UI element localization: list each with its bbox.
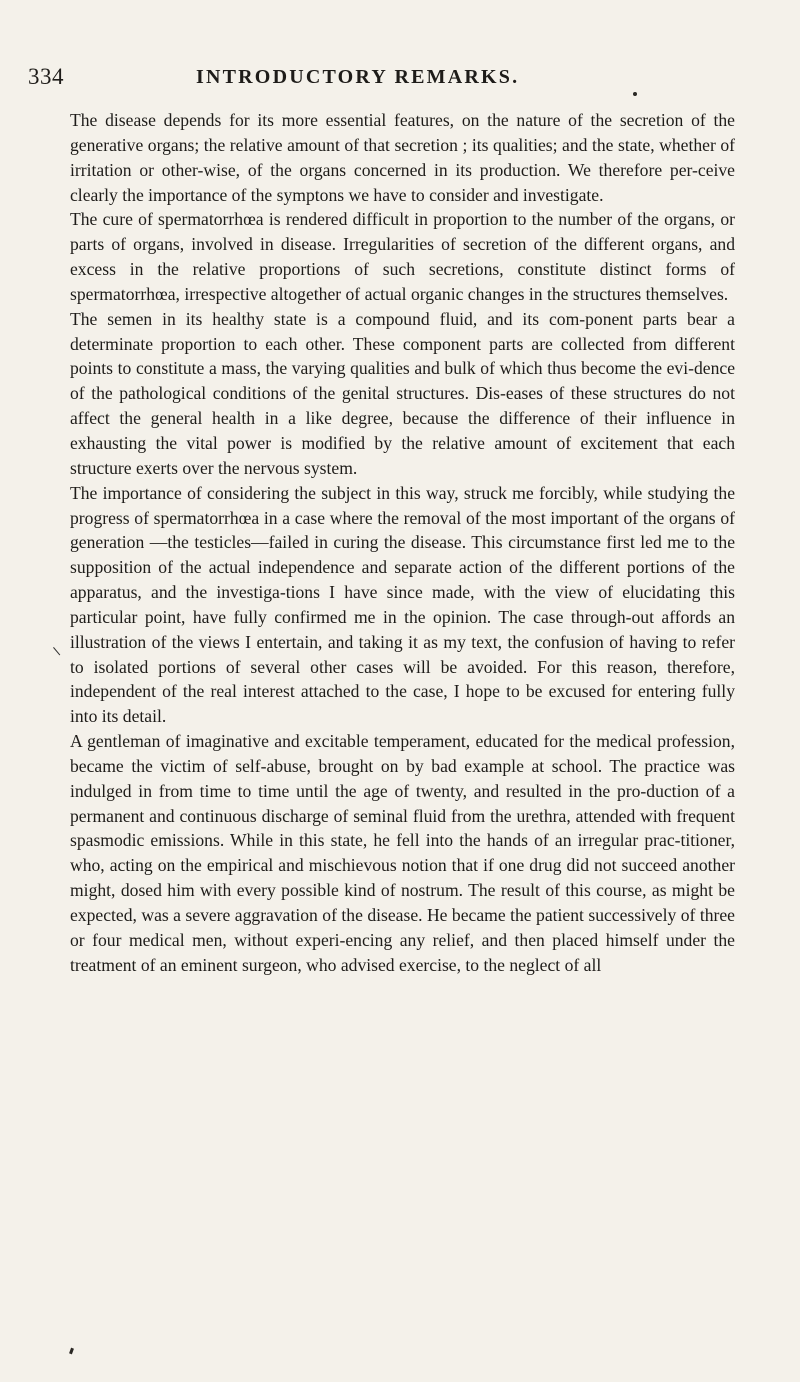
- paragraph-2: The cure of spermatorrhœa is rendered difficult in proportion to the number of the organs, or parts of organs, involved in disease. Irregularities of secretion of the different organs, and excess in the relative proportions of such secretions, constitute distinct forms of spermatorrhœa, irrespective altogether of actual organic changes in the structures themselves.: [70, 209, 735, 304]
- paragraph-4: The importance of considering the subject in this way, struck me forcibly, while studying the progress of spermatorrhœa in a case where the removal of the most important of the organs of generation —the testicles—failed in curing the disease. This circumstance first led me to the supposition of the actual independence and separate action of the different portions of the apparatus, and the investiga-tions I have since made, with the view of elucidating this particular point, have fully confirmed me in the opinion. The case through-out affords an illustration of the views I entertain, and taking it as my text, the confusion of having to refer to isolated portions of several other cases will be avoided. For this reason, therefore, independent of the real interest attached to the case, I hope to be excused for entering fully into its detail.: [70, 482, 735, 727]
- ink-speck: [69, 1348, 74, 1355]
- paragraph-5: A gentleman of imaginative and excitable temperament, educated for the medical profession, became the victim of self-abuse, brought on by bad example at school. The practice was indulged in from time to time until the age of twenty, and resulted in the pro-duction of a permanent and continuous discharge of seminal fluid from the urethra, attended with frequent spasmodic emissions. While in this state, he fell into the hands of an irregular prac-titioner, who, acting on the empirical and mischievous notion that if one drug did not succeed another might, dosed him with every possible kind of nostrum. The result of this course, as might be expected, was a severe aggravation of the disease. He became the patient successively of three or four medical men, without experi-encing any relief, and then placed himself under the treatment of an eminent surgeon, who advised exercise, to the neglect of all: [70, 731, 735, 975]
- margin-pencil-mark: [53, 641, 68, 656]
- paragraph-3: The semen in its healthy state is a compound fluid, and its com-ponent parts bear a determinate proportion to each other. These component parts are collected from different points to constitute a mass, the varying qualities and bulk of which thus become the evi-dence of the pathological conditions of the genital structures. Dis-eases of these structures do not affect the general health in a like degree, because the difference of their influence in exhausting the vital power is modified by the relative amount of excitement that each structure exerts over the nervous system.: [70, 308, 735, 478]
- page-header: [28, 64, 768, 104]
- ink-dot: [633, 92, 637, 96]
- page-number: 334: [28, 64, 64, 89]
- body-text: [70, 108, 735, 978]
- running-head: INTRODUCTORY REMARKS.: [196, 66, 520, 88]
- paragraph-1: The disease depends for its more essential features, on the nature of the secretion of the generative organs; the relative amount of that secretion ; its qualities; and the state, whether of irritation or other-wise, of the organs concerned in its production. We therefore per-ceive clearly the importance of the symptons we have to consider and investigate.: [70, 110, 735, 205]
